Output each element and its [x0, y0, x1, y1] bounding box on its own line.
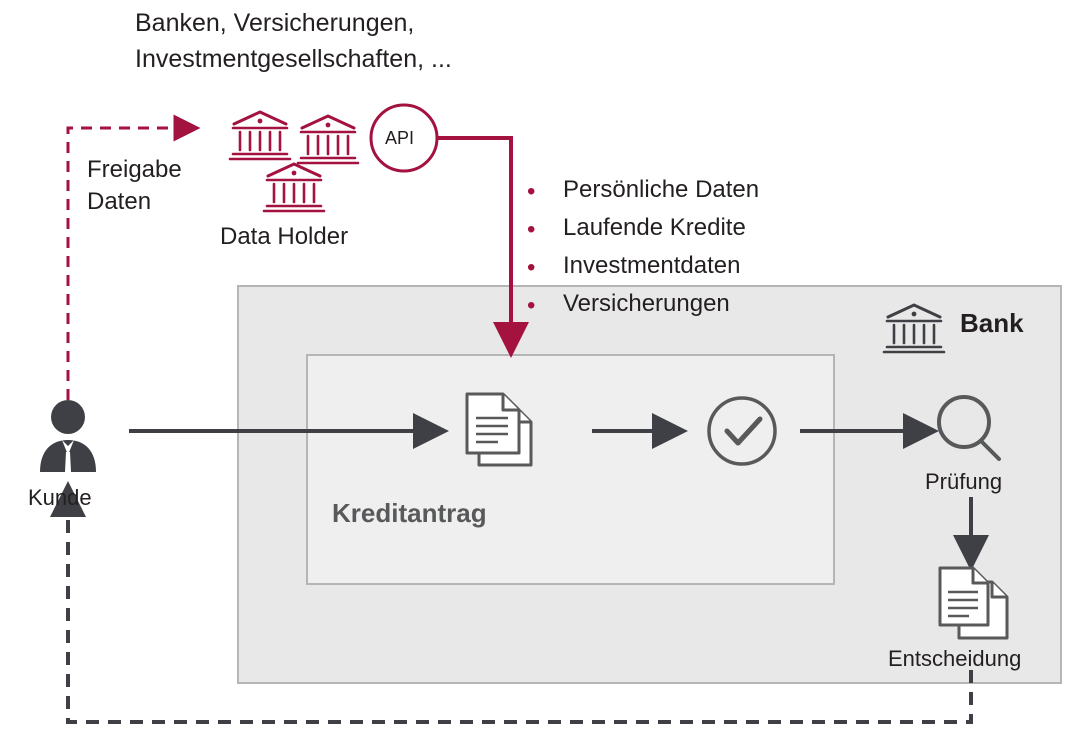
data-item-2: Laufende Kredite: [563, 214, 746, 241]
bullet-dot-2: •: [527, 216, 536, 243]
release-data-label-line-2: Daten: [87, 188, 152, 215]
release-data-label-line-1: Freigabe: [87, 156, 182, 183]
title-line-2: Investmentgesellschaften, ...: [135, 45, 452, 73]
data-item-3: Investmentdaten: [563, 252, 741, 279]
api-label: API: [385, 128, 415, 148]
title-line-1: Banken, Versicherungen,: [135, 9, 415, 37]
bank-label: Bank: [960, 308, 1024, 338]
review-label: Prüfung: [925, 469, 1003, 494]
customer-label: Kunde: [28, 485, 92, 510]
bullet-dot-4: •: [527, 292, 536, 319]
bullet-dot-3: •: [527, 254, 536, 281]
bullet-dot-1: •: [527, 178, 536, 205]
data-item-1: Persönliche Daten: [563, 176, 760, 203]
data-holder-icons: [230, 112, 358, 211]
data-holder-label: Data Holder: [220, 223, 349, 250]
credit-application-panel: [307, 355, 834, 584]
credit-application-label: Kreditantrag: [332, 498, 487, 528]
person-icon: [40, 400, 96, 472]
data-item-4: Versicherungen: [563, 290, 730, 317]
decision-label: Entscheidung: [888, 646, 1022, 671]
